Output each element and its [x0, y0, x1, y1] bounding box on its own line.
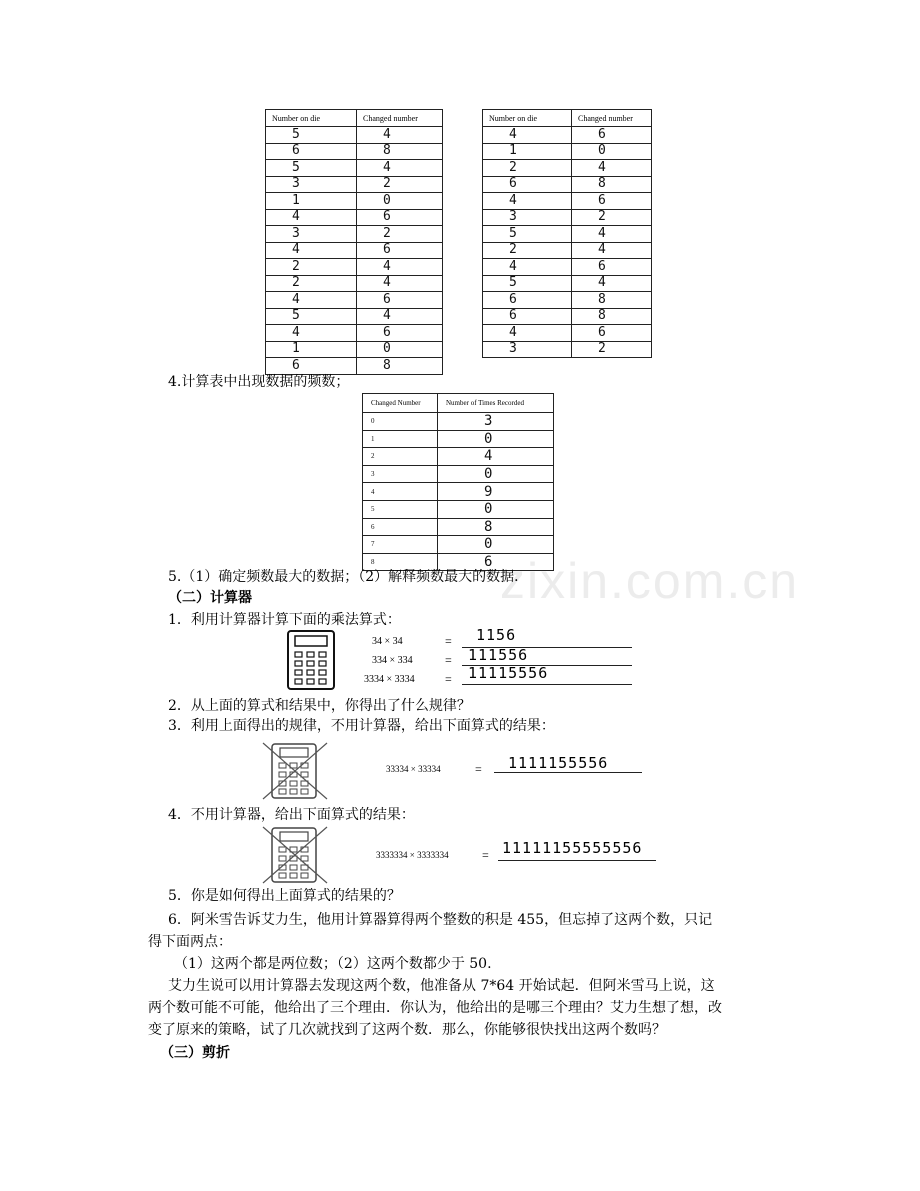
- s2-question-1: 1．利用计算器计算下面的乘法算式：: [168, 612, 401, 628]
- table-row: [266, 143, 443, 160]
- table-cell: 6: [357, 325, 443, 342]
- table-cell: 4: [266, 292, 357, 309]
- table-cell: 4: [483, 259, 572, 276]
- table-cell: 0: [357, 193, 443, 210]
- table-cell: 8: [438, 518, 554, 536]
- table-row: [483, 193, 652, 210]
- table-cell: 4: [266, 242, 357, 259]
- column-header: Number of Times Recorded: [438, 394, 554, 413]
- table-row: [266, 226, 443, 243]
- column-header: Changed number: [572, 110, 652, 127]
- table-cell: 6: [357, 292, 443, 309]
- table-row: [483, 143, 652, 160]
- s2-question-6-paragraph: 两个数可能不可能，他给出了三个理由．你认为，他给出的是哪三个理由？艾力生想了想，改: [148, 1000, 722, 1016]
- table-row: [483, 176, 652, 193]
- table-cell: 0: [438, 430, 554, 448]
- table-row: [483, 226, 652, 243]
- table-cell: 8: [357, 143, 443, 160]
- table-row: [266, 127, 443, 144]
- table-cell: 0: [438, 465, 554, 483]
- s2-question-5: 5．你是如何得出上面算式的结果的？: [168, 888, 401, 904]
- table-cell: 8: [363, 553, 438, 571]
- watermark: zixin.com.cn: [500, 553, 800, 609]
- table-cell: 2: [357, 176, 443, 193]
- table-cell: 5: [483, 275, 572, 292]
- table-cell: 4: [483, 193, 572, 210]
- table-cell: 0: [357, 341, 443, 358]
- equals-sign: =: [445, 672, 452, 686]
- table-cell: 2: [357, 226, 443, 243]
- table-cell: 6: [266, 358, 357, 375]
- calc-expression: 3334 × 3334: [364, 674, 415, 685]
- s2-question-6-line: 得下面两点：: [148, 934, 232, 950]
- table-cell: 8: [572, 308, 652, 325]
- table-cell: 2: [266, 259, 357, 276]
- table-cell: 4: [483, 325, 572, 342]
- die-table-right: [482, 109, 652, 358]
- equals-sign: =: [445, 634, 452, 648]
- table-cell: 3: [483, 341, 572, 358]
- table-row: [266, 242, 443, 259]
- section-2-title: （二）计算器: [168, 590, 252, 606]
- table-cell: 1: [483, 143, 572, 160]
- equals-sign: =: [482, 848, 489, 862]
- table-cell: 4: [438, 448, 554, 466]
- table-cell: 4: [572, 160, 652, 177]
- s2-question-4: 4．不用计算器，给出下面算式的结果：: [168, 807, 415, 823]
- table-cell: 4: [572, 226, 652, 243]
- table-cell: 5: [266, 308, 357, 325]
- column-header: Number on die: [266, 110, 357, 127]
- table-cell: 8: [357, 358, 443, 375]
- s2-question-6-line: 6．阿米雪告诉艾力生，他用计算器算得两个整数的积是 455，但忘掉了这两个数，只记: [168, 912, 713, 928]
- table-cell: 6: [266, 143, 357, 160]
- question-4-text: 4.计算表中出现数据的频数；: [168, 374, 350, 390]
- table-cell: 4: [572, 275, 652, 292]
- table-row: [266, 308, 443, 325]
- table-row: [483, 325, 652, 342]
- calc-expression: 334 × 334: [372, 655, 413, 666]
- table-cell: 4: [357, 127, 443, 144]
- table-cell: 0: [572, 143, 652, 160]
- table-row: [266, 341, 443, 358]
- crossed-calculator-icon: [262, 826, 328, 884]
- column-header: Changed Number: [363, 394, 438, 413]
- calc-answer: 11111155555556: [502, 839, 643, 857]
- table-cell: 2: [572, 341, 652, 358]
- crossed-calculator-icon: [262, 742, 328, 800]
- table-row: [266, 193, 443, 210]
- table-cell: 4: [357, 308, 443, 325]
- column-header: Number on die: [483, 110, 572, 127]
- table-cell: 3: [438, 413, 554, 431]
- table-cell: 6: [438, 553, 554, 571]
- table-row: [483, 127, 652, 144]
- table-row: [266, 275, 443, 292]
- table-cell: 4: [363, 483, 438, 501]
- s2-question-6-paragraph: 艾力生说可以用计算器去发现这两个数，他准备从 7*64 开始试起．但阿米雪马上说，这: [168, 978, 715, 994]
- table-cell: 6: [483, 292, 572, 309]
- table-cell: 2: [266, 275, 357, 292]
- calc-answer: 11115556: [468, 664, 549, 682]
- table-row: [483, 341, 652, 358]
- table-cell: 6: [572, 325, 652, 342]
- table-row: [266, 325, 443, 342]
- table-cell: 2: [363, 448, 438, 466]
- table-row: [363, 483, 554, 501]
- table-cell: 6: [363, 518, 438, 536]
- table-cell: 8: [572, 176, 652, 193]
- equals-sign: =: [475, 762, 482, 776]
- table-cell: 3: [363, 465, 438, 483]
- s2-question-6-conditions: （1）这两个都是两位数；（2）这两个数都少于 50.: [174, 956, 492, 972]
- table-row: [266, 160, 443, 177]
- table-cell: 3: [266, 226, 357, 243]
- table-cell: 5: [483, 226, 572, 243]
- table-row: [363, 536, 554, 554]
- table-cell: 2: [483, 160, 572, 177]
- table-cell: 6: [572, 193, 652, 210]
- table-cell: 6: [483, 176, 572, 193]
- question-5-text: 5.（1）确定频数最大的数据；（2）解释频数最大的数据．: [168, 569, 529, 585]
- table-row: [363, 465, 554, 483]
- table-cell: 6: [357, 209, 443, 226]
- table-row: [363, 518, 554, 536]
- table-cell: 3: [266, 176, 357, 193]
- table-cell: 4: [483, 127, 572, 144]
- table-cell: 2: [483, 242, 572, 259]
- calc-expression: 3333334 × 3333334: [376, 850, 449, 860]
- table-cell: 4: [266, 209, 357, 226]
- table-row: [266, 209, 443, 226]
- table-row: [483, 209, 652, 226]
- table-cell: 2: [572, 209, 652, 226]
- equals-sign: =: [445, 653, 452, 667]
- table-cell: 1: [266, 193, 357, 210]
- table-row: [266, 259, 443, 276]
- frequency-table: [362, 393, 554, 571]
- answer-line: [498, 860, 656, 861]
- table-row: [266, 176, 443, 193]
- table-row: [483, 259, 652, 276]
- table-cell: 4: [357, 275, 443, 292]
- table-row: [483, 292, 652, 309]
- table-cell: 6: [483, 308, 572, 325]
- table-cell: 4: [572, 242, 652, 259]
- table-cell: 4: [357, 160, 443, 177]
- die-table-left: [265, 109, 443, 375]
- table-cell: 6: [572, 259, 652, 276]
- table-cell: 0: [438, 500, 554, 518]
- table-row: [363, 413, 554, 431]
- table-cell: 6: [357, 242, 443, 259]
- table-cell: 0: [363, 413, 438, 431]
- table-row: [483, 242, 652, 259]
- table-row: [363, 448, 554, 466]
- answer-line: [462, 684, 632, 685]
- table-row: [363, 430, 554, 448]
- table-cell: 5: [266, 127, 357, 144]
- table-cell: 0: [438, 536, 554, 554]
- table-row: [483, 160, 652, 177]
- table-row: [483, 308, 652, 325]
- calc-answer: 1156: [476, 626, 517, 644]
- answer-line: [494, 772, 642, 773]
- table-cell: 1: [363, 430, 438, 448]
- table-cell: 7: [363, 536, 438, 554]
- column-header: Changed number: [357, 110, 443, 127]
- table-cell: 4: [266, 325, 357, 342]
- table-cell: 5: [363, 500, 438, 518]
- s2-question-2: 2．从上面的算式和结果中，你得出了什么规律？: [168, 698, 471, 714]
- table-row: [483, 275, 652, 292]
- table-cell: 8: [572, 292, 652, 309]
- table-row: [266, 292, 443, 309]
- calc-answer: 1111155556: [508, 754, 609, 772]
- table-cell: 5: [266, 160, 357, 177]
- s2-question-6-paragraph: 变了原来的策略，试了几次就找到了这两个数．那么，你能够很快找出这两个数吗？: [148, 1022, 666, 1038]
- table-cell: 3: [483, 209, 572, 226]
- table-row: [363, 500, 554, 518]
- calculator-icon: [287, 630, 335, 690]
- table-cell: 1: [266, 341, 357, 358]
- calc-answer: 111556: [468, 646, 529, 664]
- table-cell: 4: [357, 259, 443, 276]
- s2-question-3: 3．利用上面得出的规律，不用计算器，给出下面算式的结果：: [168, 718, 555, 734]
- section-3-title: （三）剪折: [160, 1045, 230, 1061]
- calc-expression: 34 × 34: [372, 636, 403, 647]
- table-cell: 6: [572, 127, 652, 144]
- calc-expression: 33334 × 33334: [386, 764, 441, 774]
- table-cell: 9: [438, 483, 554, 501]
